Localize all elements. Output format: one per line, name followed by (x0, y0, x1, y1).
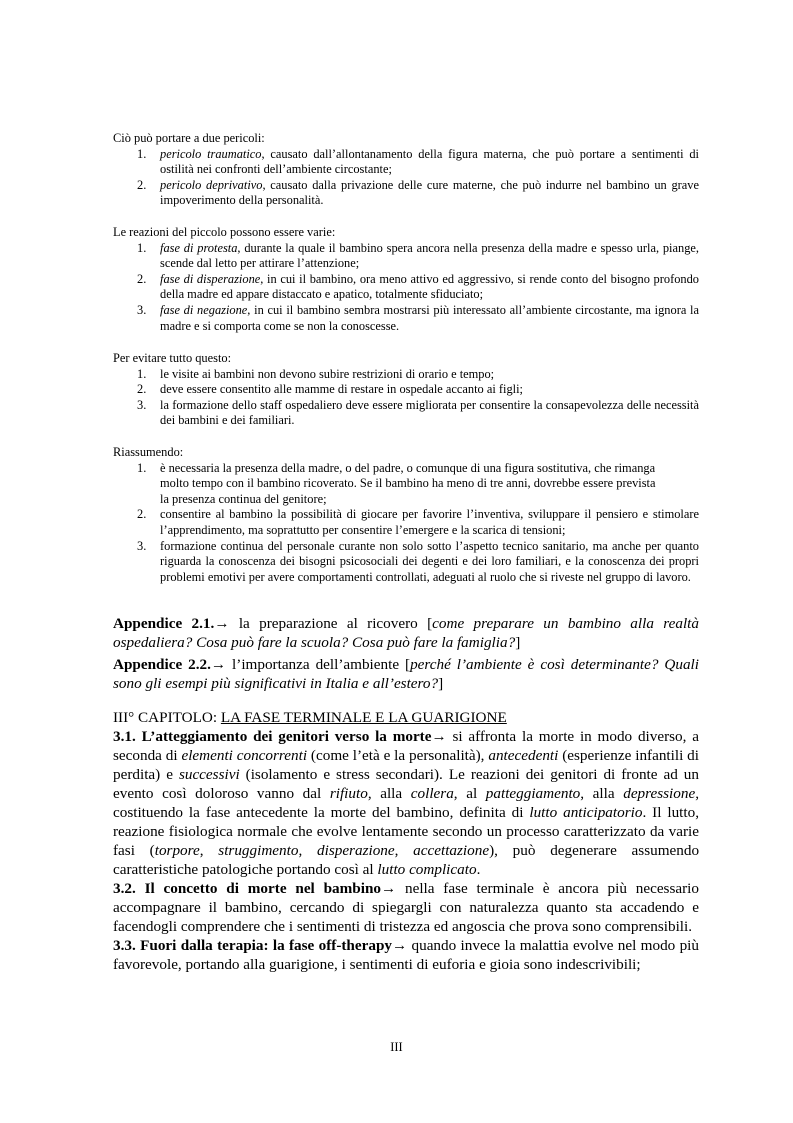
appendix-bracket: ] (438, 675, 444, 692)
appendix-text: l’importanza dell’ambiente [ (226, 656, 411, 673)
chapter-title (113, 708, 699, 727)
list-text-line: è necessaria la presenza della madre, o del padre, o comunque di una figura sostitutiva, che rimanga (160, 460, 656, 475)
italic-term: lutto anticipatorio (529, 804, 643, 821)
appendix-text: la preparazione al ricovero [ (229, 615, 433, 632)
text-run: nella fase terminale è ancora più necessario accompagnare il bambino, cercando di spiegargli con naturalezza quanto sta accadendo e facendogli comprendere che i sentimenti di tristezza ed angoscia che prova sono comprensibili. (113, 880, 699, 935)
list-text: , in cui il bambino sembra mostrarsi più interessato all’ambiente circostante, ma ignora la madre e si comporta come se non la conoscesse. (160, 302, 699, 333)
list-number: 3. (137, 538, 147, 553)
arrow-icon: → (210, 656, 227, 673)
list-text: , causato dall’allontanamento della figura materna, che può portare a sentimenti di ostilità nei confronti dell’ambiente circostante; (160, 146, 699, 177)
italic-term: collera (410, 785, 454, 802)
chapter-heading: LA FASE TERMINALE E LA GUARIGIONE (220, 709, 507, 726)
numbered-list (113, 461, 699, 586)
list-item (113, 461, 699, 508)
list-text: la formazione dello staff ospedaliero deve essere migliorata per consentire la consapevolezza delle necessità dei bambini e dei familiari. (160, 397, 699, 428)
list-item (113, 382, 699, 398)
list-text: le visite ai bambini non devono subire restrizioni di orario e tempo; (160, 366, 495, 381)
section-heading: 3.3. Fuori dalla terapia: la fase off-therapy (113, 937, 392, 954)
list-number: 2. (137, 177, 147, 192)
page-number: III (390, 1040, 403, 1054)
section-intro: Per evitare tutto questo: (113, 351, 232, 365)
list-text: , causato dalla privazione delle cure materne, che può indurre nel bambino un grave impoverimento della personalità. (160, 177, 699, 208)
text-run: quando invece la malattia evolve nel modo più favorevole, portando alla guarigione, i sentimenti di euforia e gioia sono indescrivibili; (113, 937, 699, 973)
arrow-icon: → (431, 728, 447, 745)
list-item (113, 147, 699, 178)
text-run: (come l’età e la personalità), (307, 747, 489, 764)
italic-term: patteggiamento (485, 785, 581, 802)
numbered-list (113, 241, 699, 335)
italic-term: antecedenti (488, 747, 559, 764)
italic-term: disperazione (317, 842, 395, 859)
appendix-question: come preparare un bambino alla realtà ospedaliera? Cosa può fare la scuola? Cosa può fare la famiglia? (113, 615, 699, 651)
list-text-line: la presenza continua del genitore; (160, 491, 327, 506)
paragraph-3-1 (113, 727, 699, 879)
list-number: 2. (137, 271, 147, 286)
numbered-list (113, 147, 699, 209)
section-intro: Riassumendo: (113, 445, 184, 459)
list-number: 2. (137, 382, 147, 397)
appendices-block (113, 614, 699, 696)
appendix-bracket: ] (515, 634, 521, 651)
numbered-list (113, 367, 699, 429)
text-run: , alla (580, 785, 624, 802)
list-text: formazione continua del personale curante non solo sotto l’aspetto tecnico sanitario, ma anche per quanto riguarda la conoscenza dei bisogni psicosociali dei degenti e dei loro familiari, e la conoscenza dei propri problemi emotivi per avere comportamenti controllati, adeguati al ruolo che si riveste nel gruppo di lavoro. (160, 538, 699, 584)
italic-term: elementi concorrenti (181, 747, 308, 764)
list-text: , durante la quale il bambino spera ancora nella presenza della madre e spesso urla, piange, scende dal letto per attirare l’attenzione; (160, 240, 699, 271)
list-number: 3. (137, 397, 147, 412)
list-term: fase di disperazione (160, 271, 261, 286)
section-heading: 3.1. L’atteggiamento dei genitori verso la morte (113, 728, 432, 745)
list-text: consentire al bambino la possibilità di giocare per favorire l’inventiva, sviluppare il pensiero e stimolare l’apprendimento, ma soprattutto per consentire l’emergere e la scarica di tensioni; (160, 507, 699, 537)
appendix-entry (113, 614, 699, 652)
list-item (113, 398, 699, 429)
text-run: (esperienze infantili di perdita) e (113, 747, 699, 783)
text-run: , (298, 842, 317, 859)
appendix-label: Appendice 2.2. (113, 656, 211, 673)
italic-term: depressione (623, 785, 696, 802)
list-number: 2. (137, 507, 147, 522)
section-intro: Le reazioni del piccolo possono essere varie: (113, 225, 336, 239)
section-heading: 3.2. Il concetto di morte nel bambino (113, 880, 381, 897)
arrow-icon: → (214, 615, 230, 632)
list-item (113, 507, 699, 538)
chapter-block (113, 708, 699, 974)
list-item (113, 367, 699, 383)
list-item (113, 539, 699, 586)
paragraph-3-2 (113, 879, 699, 936)
text-run: , alla (367, 785, 411, 802)
list-item (113, 178, 699, 209)
text-run: , (394, 842, 414, 859)
paragraph-3-3 (113, 936, 699, 974)
italic-term: successivi (178, 766, 240, 783)
text-run: , (199, 842, 219, 859)
list-term: fase di protesta (160, 240, 238, 255)
appendix-entry (113, 655, 699, 693)
list-item (113, 241, 699, 272)
section-summary (113, 445, 699, 585)
list-term: pericolo deprivativo (160, 177, 263, 192)
text-run: (isolamento e stress secondari). Le reazioni dei genitori di fronte ad un evento così doloroso vanno dal (113, 766, 699, 802)
section-prevention (113, 351, 699, 429)
text-run: , al (453, 785, 486, 802)
appendix-label: Appendice 2.1. (113, 615, 215, 632)
italic-term: rifiuto (329, 785, 368, 802)
italic-term: torpore (154, 842, 200, 859)
list-number: 1. (137, 366, 147, 381)
list-number: 1. (137, 460, 147, 475)
text-run: ), può degenerare assumendo caratteristiche patologiche portando così al (113, 842, 700, 878)
list-text: , in cui il bambino, ora meno attivo ed aggressivo, si rende conto del bisogno profondo della madre ed appare distaccato e apatico, totalmente sfiduciato; (160, 271, 699, 302)
text-run: si affronta la morte in modo diverso, a seconda di (113, 728, 699, 764)
text-run: . (476, 861, 481, 878)
list-number: 1. (137, 240, 147, 255)
arrow-icon: → (380, 880, 397, 897)
italic-term: accettazione (413, 842, 490, 859)
section-reactions (113, 225, 699, 334)
list-item (113, 303, 699, 334)
list-text-line: molto tempo con il bambino ricoverato. Se il bambino ha meno di tre anni, dovrebbe essere prevista (160, 476, 656, 491)
list-number: 1. (137, 146, 147, 161)
list-term: fase di negazione (160, 302, 248, 317)
italic-term: lutto complicato (377, 861, 477, 878)
section-intro: Ciò può portare a due pericoli: (113, 131, 265, 145)
list-number: 3. (137, 302, 147, 317)
section-dangers (113, 131, 699, 209)
arrow-icon: → (392, 937, 408, 954)
list-item (113, 272, 699, 303)
italic-term: struggimento (218, 842, 299, 859)
text-run: . Il lutto, reazione fisiologica normale che evolve lentamente secondo un processo caratterizzato da varie fasi ( (113, 804, 699, 859)
list-text: deve essere consentito alle mamme di restare in ospedale accanto ai figli; (160, 382, 523, 397)
chapter-prefix: III° CAPITOLO: (113, 709, 221, 726)
list-term: pericolo traumatico (160, 146, 262, 161)
text-run: , costituendo la fase antecedente la morte del bambino, definita di (113, 785, 700, 821)
appendix-question: perché l’ambiente è così determinante? Quali sono gli esempi più significativi in Italia e all’estero? (113, 656, 699, 692)
